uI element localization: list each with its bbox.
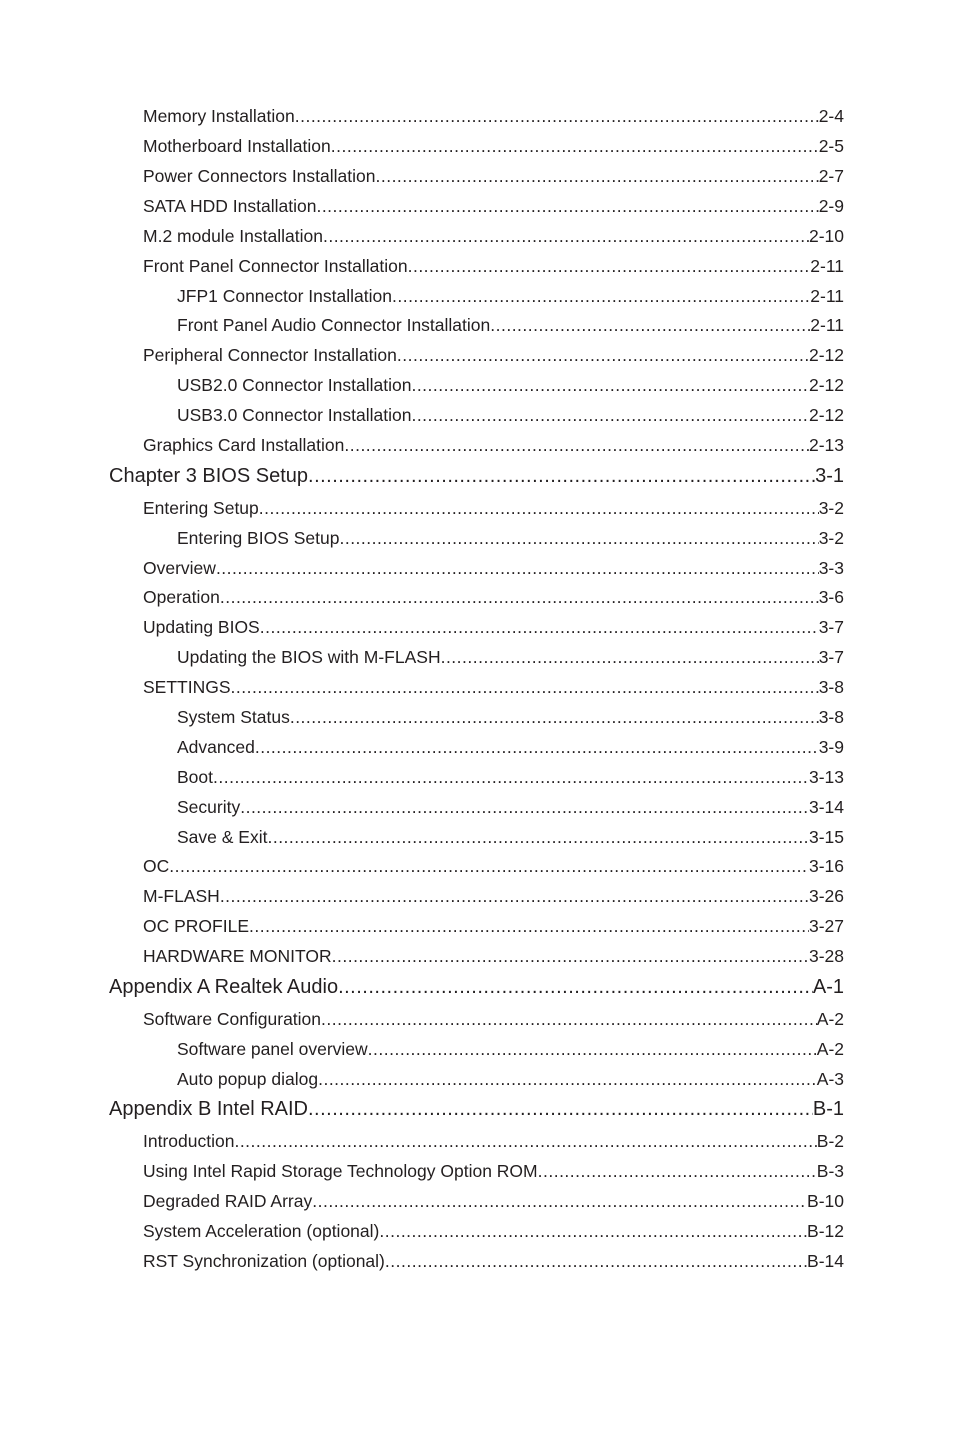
toc-entry-page: 2-10 xyxy=(808,226,844,246)
toc-entry-title: Introduction xyxy=(143,1131,235,1151)
toc-entry[interactable] xyxy=(143,225,844,247)
toc-entry[interactable] xyxy=(177,796,844,818)
toc-entry[interactable] xyxy=(177,1068,844,1090)
dot-leader xyxy=(332,945,809,967)
toc-entry-page: B-3 xyxy=(816,1161,844,1181)
dot-leader xyxy=(308,1096,813,1122)
toc-entry-page: 3-1 xyxy=(815,465,844,487)
toc-entry[interactable] xyxy=(143,1160,844,1182)
toc-entry[interactable] xyxy=(177,826,844,848)
toc-entry-title: System Acceleration (optional) xyxy=(143,1221,380,1241)
toc-entry[interactable] xyxy=(177,736,844,758)
dot-leader xyxy=(331,135,819,157)
toc-entry-title: Boot xyxy=(177,767,213,787)
toc-entry[interactable] xyxy=(143,105,844,127)
toc-entry[interactable] xyxy=(177,766,844,788)
toc-entry-title: M.2 module Installation xyxy=(143,226,323,246)
toc-entry-page: 3-6 xyxy=(818,587,844,607)
toc-entry-title: Degraded RAID Array xyxy=(143,1191,313,1211)
dot-leader xyxy=(169,855,809,877)
toc-entry[interactable] xyxy=(177,374,844,396)
dot-leader xyxy=(392,285,810,307)
toc-entry[interactable] xyxy=(143,1008,844,1030)
toc-entry-title: Entering Setup xyxy=(143,498,259,518)
toc-entry-page: 2-9 xyxy=(818,196,844,216)
toc-entry-page: 3-26 xyxy=(808,886,844,906)
toc-entry[interactable] xyxy=(143,586,844,608)
toc-chapter-heading[interactable] xyxy=(109,463,844,489)
toc-entry-title: Security xyxy=(177,797,241,817)
dot-leader xyxy=(321,1008,817,1030)
toc-entry-page: 3-8 xyxy=(818,707,844,727)
toc-entry[interactable] xyxy=(143,135,844,157)
toc-entry-page: 3-7 xyxy=(818,647,844,667)
toc-entry-page: 2-11 xyxy=(810,315,844,335)
toc-entry[interactable] xyxy=(143,616,844,638)
toc-entry-page: 3-28 xyxy=(808,946,844,966)
dot-leader xyxy=(339,527,818,549)
dot-leader xyxy=(338,974,813,1000)
toc-entry[interactable] xyxy=(177,404,844,426)
toc-appendix-heading[interactable] xyxy=(109,1096,844,1122)
toc-entry-page: A-2 xyxy=(816,1009,844,1029)
dot-leader xyxy=(308,463,815,489)
dot-leader xyxy=(375,165,818,187)
toc-entry-page: 2-7 xyxy=(818,166,844,186)
toc-entry-page: B-1 xyxy=(812,1098,844,1120)
toc-entry-page: 2-13 xyxy=(808,435,844,455)
dot-leader xyxy=(267,826,809,848)
toc-entry-title: Appendix B Intel RAID xyxy=(109,1098,308,1120)
toc-entry-page: 3-15 xyxy=(808,827,844,847)
dot-leader xyxy=(255,736,819,758)
dot-leader xyxy=(231,676,819,698)
toc-entry-page: 3-2 xyxy=(818,498,844,518)
toc-entry-page: 2-11 xyxy=(810,286,844,306)
toc-entry-title: M-FLASH xyxy=(143,886,220,906)
toc-entry[interactable] xyxy=(143,945,844,967)
dot-leader xyxy=(379,1220,807,1242)
toc-entry-title: JFP1 Connector Installation xyxy=(177,286,392,306)
toc-entry-title: RST Synchronization (optional) xyxy=(143,1251,385,1271)
toc-entry[interactable] xyxy=(143,434,844,456)
toc-entry-title: USB3.0 Connector Installation xyxy=(177,405,412,425)
toc-entry-title: Updating the BIOS with M-FLASH xyxy=(177,647,441,667)
toc-entry-page: 3-2 xyxy=(818,528,844,548)
dot-leader xyxy=(344,434,809,456)
toc-entry-page: 2-12 xyxy=(808,375,844,395)
toc-entry-page: 3-13 xyxy=(808,767,844,787)
toc-entry[interactable] xyxy=(143,497,844,519)
dot-leader xyxy=(249,915,809,937)
dot-leader xyxy=(490,314,810,336)
toc-entry[interactable] xyxy=(143,676,844,698)
toc-entry-title: SATA HDD Installation xyxy=(143,196,317,216)
dot-leader xyxy=(220,885,809,907)
dot-leader xyxy=(234,1130,816,1152)
dot-leader xyxy=(368,1038,817,1060)
toc-entry-page: B-10 xyxy=(807,1191,844,1211)
toc-entry-page: B-12 xyxy=(807,1221,844,1241)
toc-entry-title: Front Panel Connector Installation xyxy=(143,256,408,276)
toc-entry[interactable] xyxy=(143,1250,844,1272)
toc-entry-title: Updating BIOS xyxy=(143,617,260,637)
toc-entry-page: 3-27 xyxy=(808,916,844,936)
toc-entry[interactable] xyxy=(143,195,844,217)
toc-entry-page: A-3 xyxy=(816,1069,844,1089)
toc-entry[interactable] xyxy=(143,1190,844,1212)
toc-entry-title: Save & Exit xyxy=(177,827,268,847)
toc-appendix-heading[interactable] xyxy=(109,974,844,1000)
toc-entry[interactable] xyxy=(143,557,844,579)
toc-entry-title: Front Panel Audio Connector Installation xyxy=(177,315,491,335)
toc-entry-page: 2-12 xyxy=(808,405,844,425)
dot-leader xyxy=(295,105,819,127)
dot-leader xyxy=(240,796,809,818)
toc-entry-title: Chapter 3 BIOS Setup xyxy=(109,465,309,487)
dot-leader xyxy=(411,404,809,426)
toc-entry-title: SETTINGS xyxy=(143,677,231,697)
toc-entry-title: Graphics Card Installation xyxy=(143,435,345,455)
toc-entry[interactable] xyxy=(143,885,844,907)
toc-entry[interactable] xyxy=(177,646,844,668)
toc-entry-title: Auto popup dialog xyxy=(177,1069,319,1089)
toc-entry-title: Operation xyxy=(143,587,220,607)
toc-entry-title: OC xyxy=(143,856,170,876)
dot-leader xyxy=(397,344,809,366)
toc-entry[interactable] xyxy=(177,706,844,728)
dot-leader xyxy=(385,1250,807,1272)
toc-entry-title: Software panel overview xyxy=(177,1039,368,1059)
toc-entry-page: 3-8 xyxy=(818,677,844,697)
dot-leader xyxy=(260,616,819,638)
toc-entry-page: B-14 xyxy=(807,1251,844,1271)
toc-entry-title: Power Connectors Installation xyxy=(143,166,376,186)
toc-entry-page: 3-3 xyxy=(818,558,844,578)
dot-leader xyxy=(316,195,818,217)
toc-entry[interactable] xyxy=(177,285,844,307)
toc-entry-title: Motherboard Installation xyxy=(143,136,331,156)
dot-leader xyxy=(259,497,819,519)
dot-leader xyxy=(216,557,819,579)
toc-entry-page: 3-7 xyxy=(818,617,844,637)
toc-entry[interactable] xyxy=(177,1038,844,1060)
toc-entry-title: System Status xyxy=(177,707,290,727)
dot-leader xyxy=(220,586,819,608)
toc-entry-page: 3-16 xyxy=(808,856,844,876)
dot-leader xyxy=(538,1160,817,1182)
dot-leader xyxy=(318,1068,817,1090)
toc-entry[interactable] xyxy=(177,314,844,336)
toc-entry-title: Software Configuration xyxy=(143,1009,322,1029)
toc-entry-title: USB2.0 Connector Installation xyxy=(177,375,412,395)
toc-entry-page: 3-14 xyxy=(808,797,844,817)
toc-entry[interactable] xyxy=(143,165,844,187)
toc-entry-title: Peripheral Connector Installation xyxy=(143,345,397,365)
toc-entry-page: A-2 xyxy=(816,1039,844,1059)
toc-entry[interactable] xyxy=(143,1130,844,1152)
toc-entry[interactable] xyxy=(143,344,844,366)
toc-entry[interactable] xyxy=(143,255,844,277)
dot-leader xyxy=(441,646,819,668)
toc-entry-title: Advanced xyxy=(177,737,255,757)
toc-entry[interactable] xyxy=(143,1220,844,1242)
dot-leader xyxy=(323,225,809,247)
toc-entry-page: A-1 xyxy=(812,976,844,998)
dot-leader xyxy=(312,1190,807,1212)
toc-entry-title: Using Intel Rapid Storage Technology Option ROM xyxy=(143,1161,538,1181)
toc-entry-title: Appendix A Realtek Audio xyxy=(109,976,339,998)
toc-entry[interactable] xyxy=(143,855,844,877)
toc-entry-title: OC PROFILE xyxy=(143,916,249,936)
dot-leader xyxy=(213,766,809,788)
toc-entry-page: B-2 xyxy=(816,1131,844,1151)
toc-entry-title: Entering BIOS Setup xyxy=(177,528,340,548)
toc-entry-page: 2-11 xyxy=(810,256,844,276)
toc-entry-page: 2-5 xyxy=(818,136,844,156)
dot-leader xyxy=(411,374,809,396)
toc-entry-page: 2-4 xyxy=(818,106,844,126)
toc-entry[interactable] xyxy=(177,527,844,549)
toc-entry[interactable] xyxy=(143,915,844,937)
toc-entry-page: 3-9 xyxy=(818,737,844,757)
dot-leader xyxy=(408,255,811,277)
toc-entry-page: 2-12 xyxy=(808,345,844,365)
toc-entry-title: Overview xyxy=(143,558,216,578)
toc-entry-title: Memory Installation xyxy=(143,106,295,126)
dot-leader xyxy=(290,706,819,728)
toc-entry-title: HARDWARE MONITOR xyxy=(143,946,332,966)
